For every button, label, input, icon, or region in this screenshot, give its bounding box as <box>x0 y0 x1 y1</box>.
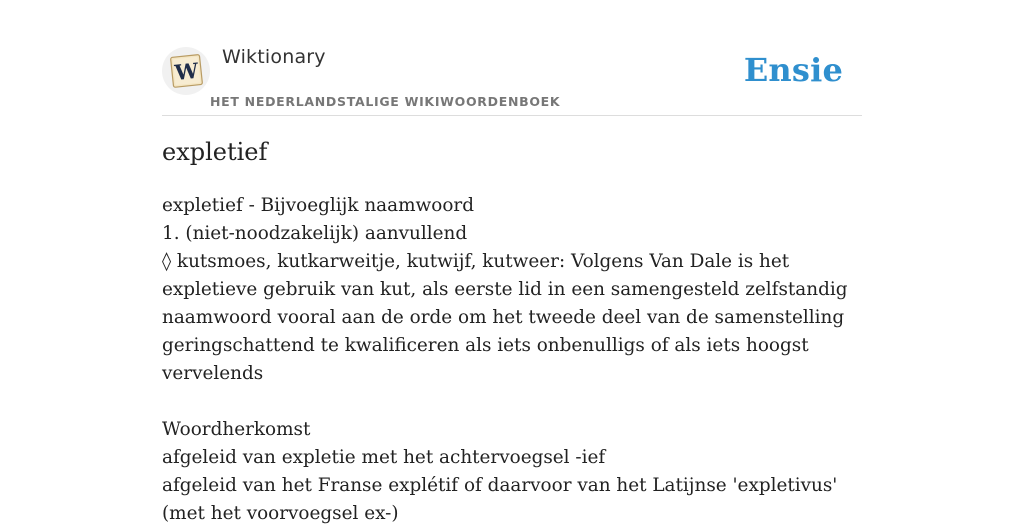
etymology-heading: Woordherkomst <box>162 419 311 440</box>
dictionary-card <box>162 0 862 524</box>
logo-letter: W <box>173 57 200 86</box>
definition-heading: expletief - Bijvoeglijk naamwoord <box>162 195 474 216</box>
ensie-brand-logo: Ensie <box>743 51 843 89</box>
definition-example: ◊ kutsmoes, kutkarweitje, kutwijf, kutweer: Volgens Van Dale is het expletieve gebruik van kut, als eerste lid in een samengesteld zelfstandig naamwoord vooral aan de orde om het tweede deel van de samenstelling geringschattend te kwalificeren als iets onbenulligs of als iets hoogst vervelends <box>162 251 848 384</box>
entry-title: expletief <box>162 138 268 166</box>
card-header <box>162 0 862 116</box>
entry-content <box>162 192 862 528</box>
wiktionary-logo-icon <box>162 47 210 95</box>
section-spacer <box>162 388 862 416</box>
definition-sense: 1. (niet-noodzakelijk) aanvullend <box>162 223 468 244</box>
source-subtitle: HET NEDERLANDSTALIGE WIKIWOORDENBOEK <box>210 94 561 109</box>
etymology-line-1: afgeleid van expletie met het achtervoegsel -ief <box>162 447 606 468</box>
etymology-line-2: afgeleid van het Franse explétif of daarvoor van het Latijnse 'expletivus' (met het voorvoegsel ex-) <box>162 475 838 524</box>
source-name: Wiktionary <box>222 46 326 68</box>
